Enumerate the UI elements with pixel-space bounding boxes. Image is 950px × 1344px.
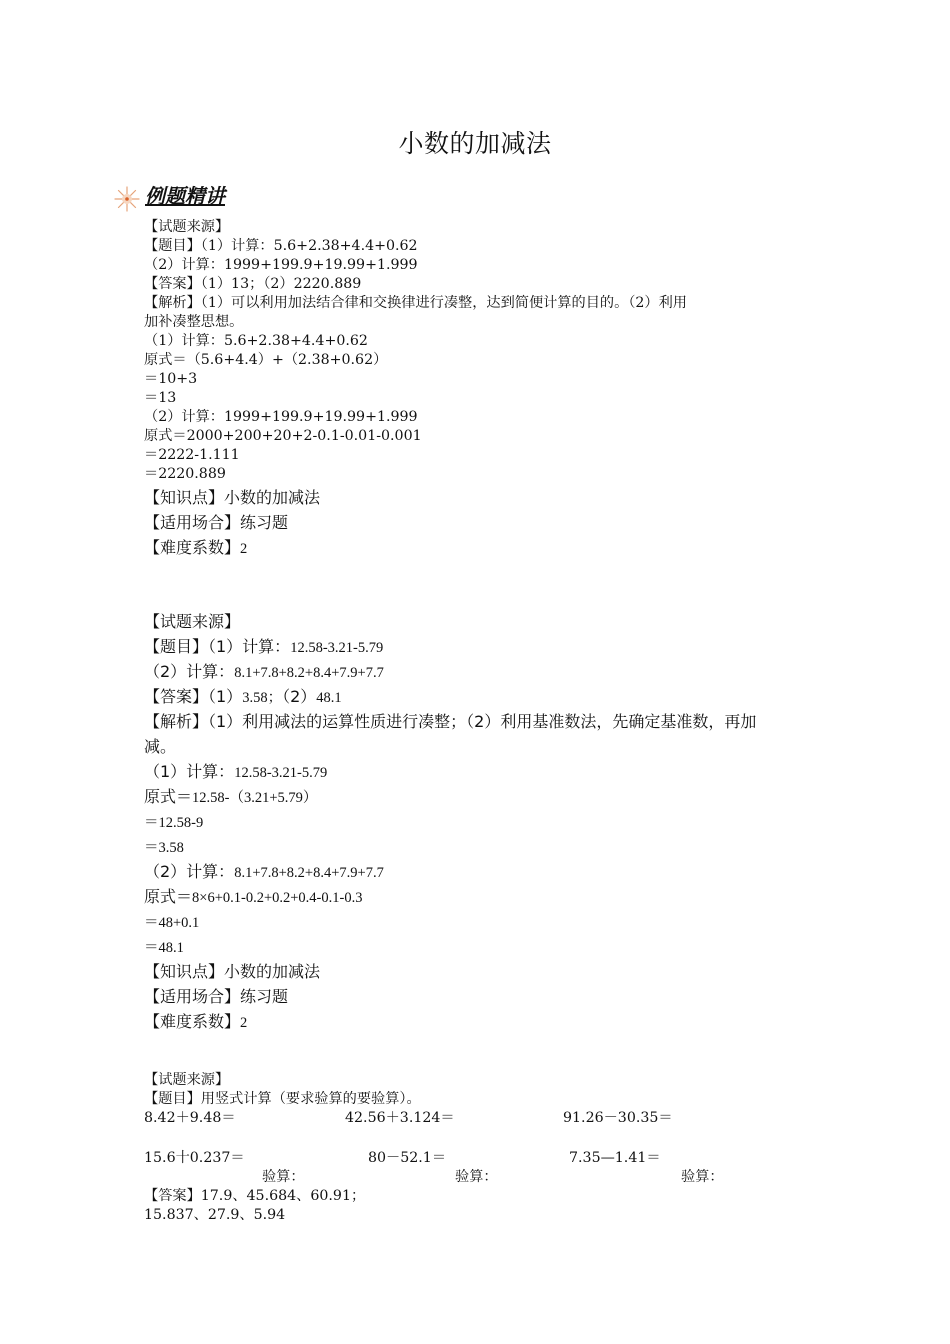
solution-line: （1）计算：5.6+2.38+4.4+0.62 <box>144 333 368 349</box>
answer-label: （2） <box>282 687 317 706</box>
knowledge-point: 【知识点】小数的加减法 <box>144 962 321 981</box>
exercise-item: 80－52.1＝ <box>368 1150 447 1166</box>
answer-value: 3.58； <box>242 690 283 706</box>
question-expression: 8.1+7.8+8.2+8.4+7.9+7.7 <box>234 665 384 681</box>
solution-line <box>144 784 317 811</box>
page-title: 小数的加减法 <box>398 129 552 158</box>
solution-expression: 12.58-3.21-5.79 <box>234 765 328 781</box>
solution-expression: 12.58-（3.21+5.79） <box>192 790 318 806</box>
check-label: 验算： <box>455 1169 498 1185</box>
scenario: 【适用场合】练习题 <box>144 513 289 532</box>
answer-line <box>144 684 342 711</box>
answer-line: 15.837、27.9、5.94 <box>144 1207 286 1223</box>
source-label: 【试题来源】 <box>144 1072 230 1088</box>
scenario: 【适用场合】练习题 <box>144 987 289 1006</box>
solution-line: 原式＝（5.6+4.4）+（2.38+0.62） <box>144 352 388 368</box>
exercise-item: 42.56＋3.124＝ <box>345 1110 455 1126</box>
solution-line: 原式＝2000+200+20+2-0.1-0.01-0.001 <box>144 428 422 444</box>
exercise-item: 8.42＋9.48＝ <box>144 1110 236 1126</box>
solution-line <box>144 884 362 911</box>
exercise-item: 7.35—1.41＝ <box>569 1150 661 1166</box>
solution-line <box>144 834 184 861</box>
solution-expression: ＝3.58 <box>144 840 184 856</box>
solution-expression: ＝48.1 <box>144 940 184 956</box>
analysis-line: 【解析】（1）利用减法的运算性质进行凑整；（2）利用基准数法，先确定基准数，再加 <box>144 712 757 731</box>
source-label: 【试题来源】 <box>144 219 230 235</box>
solution-label: 原式＝ <box>144 787 193 806</box>
solution-line: ＝2222-1.111 <box>144 447 240 463</box>
difficulty-label: 【难度系数】 <box>144 1012 241 1031</box>
question-label: 【题目】（1）计算： <box>144 637 291 656</box>
solution-expression: 8×6+0.1-0.2+0.2+0.4-0.1-0.3 <box>192 890 363 906</box>
analysis-line: 【解析】（1）可以利用加法结合律和交换律进行凑整，达到简便计算的目的。（2）利用 <box>144 295 687 311</box>
difficulty-label: 【难度系数】 <box>144 538 241 557</box>
question-line: （2）计算：1999+199.9+19.99+1.999 <box>144 257 418 273</box>
exercise-item: 91.26－30.35＝ <box>563 1110 673 1126</box>
question-line: 【题目】用竖式计算（要求验算的要验算）。 <box>144 1091 421 1107</box>
solution-label: （1）计算： <box>144 762 235 781</box>
exercise-item: 15.6十0.237＝ <box>144 1150 245 1166</box>
section-heading <box>112 178 312 218</box>
solution-line: ＝10+3 <box>144 371 198 387</box>
source-label: 【试题来源】 <box>144 612 241 631</box>
answer-line: 【答案】17.9、45.684、60.91； <box>144 1188 366 1204</box>
difficulty <box>144 1009 247 1036</box>
solution-line: ＝2220.889 <box>144 466 226 482</box>
check-label: 验算： <box>262 1169 305 1185</box>
solution-expression: 8.1+7.8+8.2+8.4+7.9+7.7 <box>234 865 384 881</box>
solution-line <box>144 759 327 786</box>
question-expression: 12.58-3.21-5.79 <box>290 640 384 656</box>
difficulty-value: 2 <box>240 541 248 557</box>
knowledge-point: 【知识点】小数的加减法 <box>144 488 321 507</box>
solution-line <box>144 934 184 961</box>
question-line: 【题目】（1）计算：5.6+2.38+4.4+0.62 <box>144 238 418 254</box>
solution-label: （2）计算： <box>144 862 235 881</box>
difficulty-value: 2 <box>240 1015 248 1031</box>
solution-expression: ＝48+0.1 <box>144 915 200 931</box>
analysis-line: 减。 <box>144 737 177 756</box>
question-label: （2）计算： <box>144 662 235 681</box>
solution-label: 原式＝ <box>144 887 193 906</box>
question-line <box>144 659 384 686</box>
solution-line: （2）计算：1999+199.9+19.99+1.999 <box>144 409 418 425</box>
solution-line <box>144 909 199 936</box>
answer-line: 【答案】（1）13；（2）2220.889 <box>144 276 362 292</box>
solution-line <box>144 859 384 886</box>
question-line <box>144 634 383 661</box>
analysis-line: 加补凑整思想。 <box>144 314 244 330</box>
solution-line: ＝13 <box>144 390 177 406</box>
check-label: 验算： <box>681 1169 724 1185</box>
difficulty <box>144 535 247 562</box>
answer-value: 48.1 <box>316 690 342 706</box>
solution-expression: ＝12.58-9 <box>144 815 204 831</box>
solution-line <box>144 809 203 836</box>
section-title: 例题精讲 <box>145 184 225 208</box>
sparkle-icon <box>112 184 142 214</box>
answer-label: 【答案】（1） <box>144 687 243 706</box>
